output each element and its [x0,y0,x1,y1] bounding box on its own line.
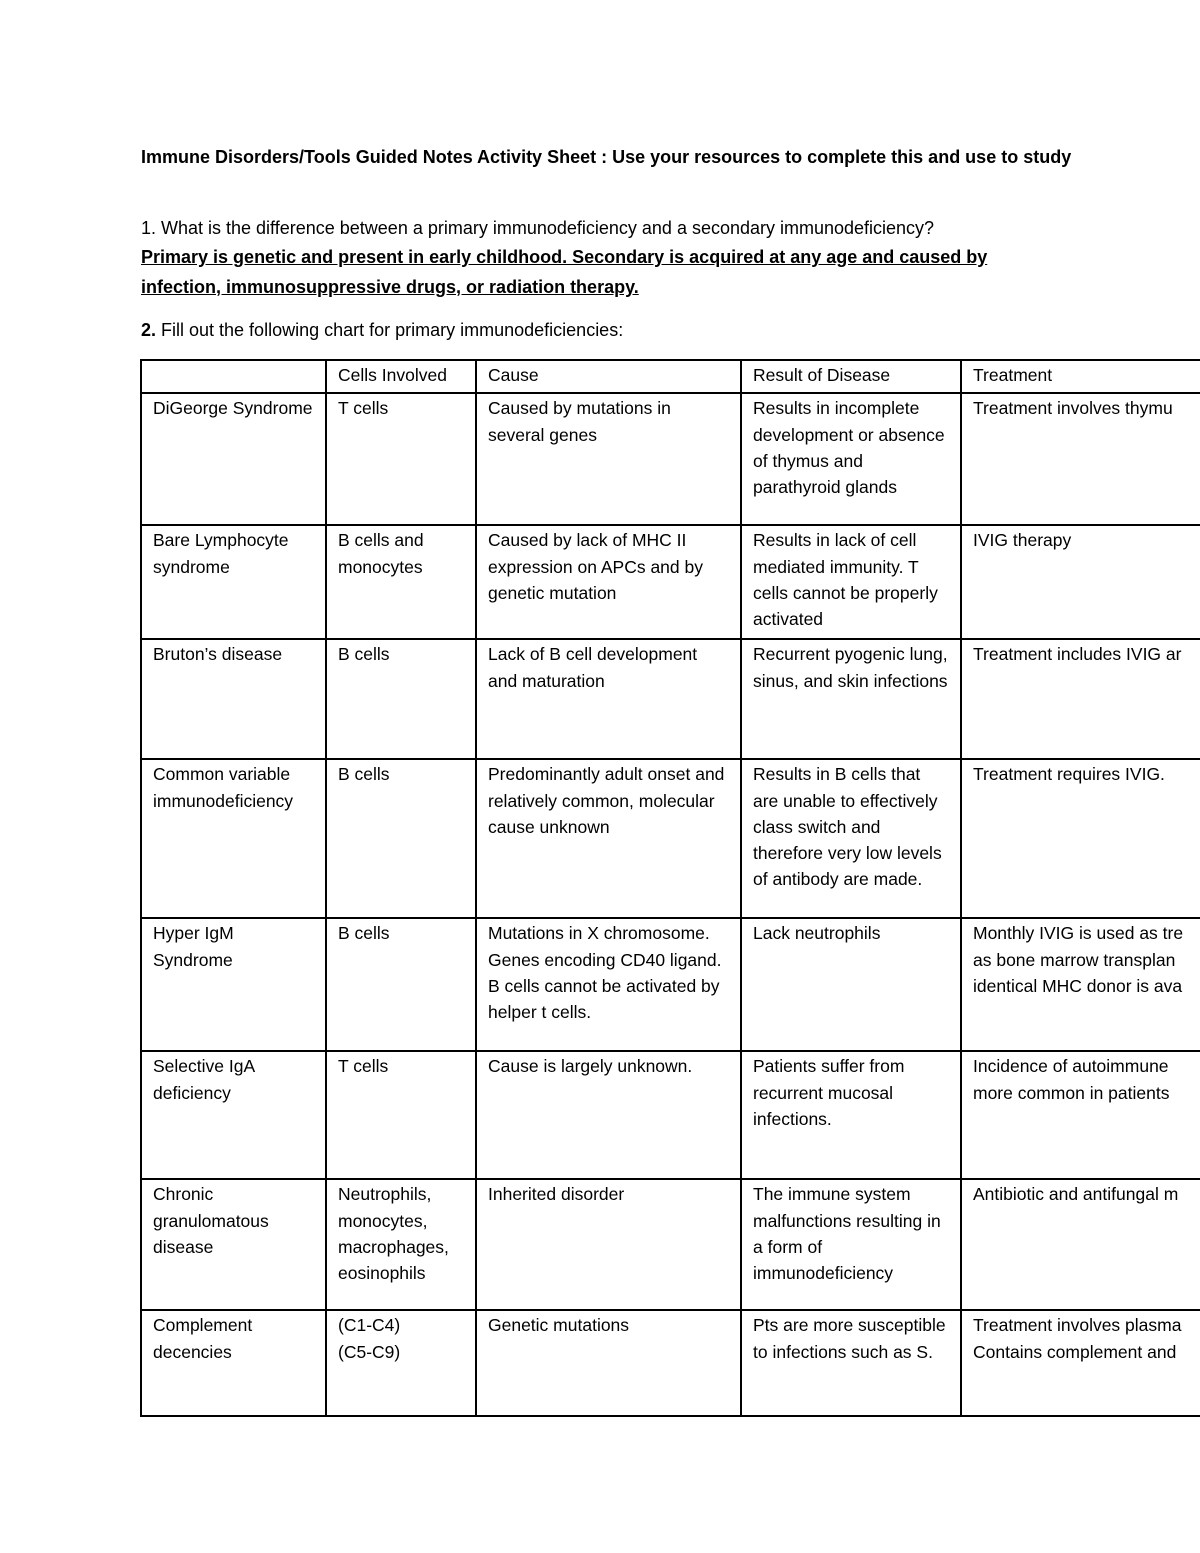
answer-1: Primary is genetic and present in early childhood. Secondary is acquired at any age and caused by infection, immunosuppressive drugs, or radiation therapy. [141,247,988,297]
result-cell: Patients suffer from recurrent mucosal infections. [741,1051,961,1179]
header-cell-disease [141,360,326,393]
cells-cell: Neutrophils, monocytes, macrophages, eosinophils [326,1179,476,1310]
disease-cell: Selective IgA deficiency [141,1051,326,1179]
result-cell: Results in lack of cell mediated immunity. T cells cannot be properly activated [741,525,961,639]
page-title: Immune Disorders/Tools Guided Notes Activity Sheet : Use your resources to complete this and use to study [141,147,1072,167]
table-row [141,393,1200,525]
question-1: 1. What is the difference between a primary immunodeficiency and a secondary immunodeficiency? [141,218,935,238]
table-row [141,525,1200,639]
treatment-cell: Treatment involves thymu [961,393,1200,525]
cells-cell: T cells [326,393,476,525]
cause-cell: Mutations in X chromosome. Genes encoding CD40 ligand. B cells cannot be activated by helper t cells. [476,918,741,1051]
disease-cell: Bare Lymphocyte syndrome [141,525,326,639]
result-cell: The immune system malfunctions resulting in a form of immunodeficiency [741,1179,961,1310]
cells-cell: (C1-C4) (C5-C9) [326,1310,476,1416]
cells-cell: B cells [326,918,476,1051]
header-cell-treatment: Treatment [961,360,1200,393]
cause-cell: Cause is largely unknown. [476,1051,741,1179]
table-row [141,1310,1200,1416]
cells-cell: B cells [326,759,476,918]
cells-cell: T cells [326,1051,476,1179]
header-cell-result: Result of Disease [741,360,961,393]
header-cell-cells-involved: Cells Involved [326,360,476,393]
cause-cell: Predominantly adult onset and relatively common, molecular cause unknown [476,759,741,918]
cells-cell: B cells [326,639,476,759]
treatment-cell: IVIG therapy [961,525,1200,639]
disease-cell: Hyper IgM Syndrome [141,918,326,1051]
cause-cell: Caused by mutations in several genes [476,393,741,525]
header-cell-cause: Cause [476,360,741,393]
treatment-cell: Treatment includes IVIG ar [961,639,1200,759]
table-row [141,639,1200,759]
cause-cell: Inherited disorder [476,1179,741,1310]
immunodeficiency-chart [140,359,1200,1417]
result-cell: Recurrent pyogenic lung, sinus, and skin infections [741,639,961,759]
cause-cell: Lack of B cell development and maturation [476,639,741,759]
disease-cell: Bruton’s disease [141,639,326,759]
treatment-cell: Incidence of autoimmune more common in patients [961,1051,1200,1179]
table-row [141,1179,1200,1310]
question-2 [141,316,623,345]
result-cell: Results in incomplete development or absence of thymus and parathyroid glands [741,393,961,525]
result-cell: Lack neutrophils [741,918,961,1051]
cells-cell: B cells and monocytes [326,525,476,639]
treatment-cell: Monthly IVIG is used as tre as bone marrow transplan identical MHC donor is ava [961,918,1200,1051]
table-header-row [141,360,1200,393]
table-row [141,759,1200,918]
disease-cell: Common variable immunodeficiency [141,759,326,918]
treatment-cell: Antibiotic and antifungal m [961,1179,1200,1310]
treatment-cell: Treatment requires IVIG. [961,759,1200,918]
table-row [141,1051,1200,1179]
table-row [141,918,1200,1051]
cause-cell: Caused by lack of MHC II expression on APCs and by genetic mutation [476,525,741,639]
disease-cell: Chronic granulomatous disease [141,1179,326,1310]
question-2-number: 2. [141,320,157,340]
result-cell: Results in B cells that are unable to effectively class switch and therefore very low levels of antibody are made. [741,759,961,918]
disease-cell: DiGeorge Syndrome [141,393,326,525]
question-2-text: Fill out the following chart for primary immunodeficiencies: [156,320,624,340]
result-cell: Pts are more susceptible to infections such as S. [741,1310,961,1416]
cause-cell: Genetic mutations [476,1310,741,1416]
disease-cell: Complement decencies [141,1310,326,1416]
treatment-cell: Treatment involves plasma Contains complement and [961,1310,1200,1416]
